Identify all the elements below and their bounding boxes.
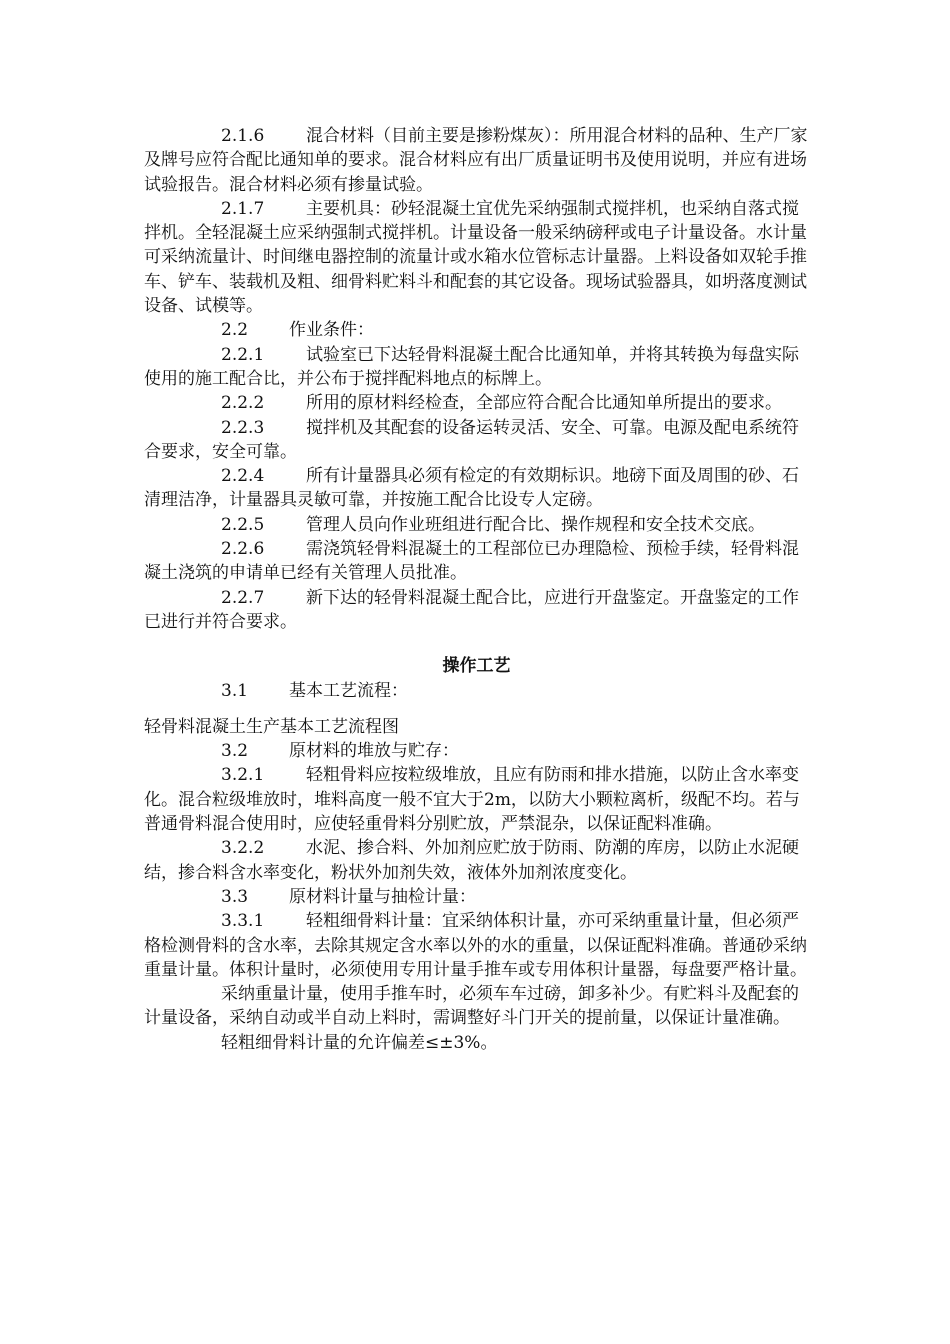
clause-number: 3.1 (221, 680, 249, 701)
clause-number: 2.2.1 (221, 344, 265, 365)
figure-caption: 轻骨料混凝土生产基本工艺流程图 (144, 716, 399, 737)
clause-text: 轻粗细骨料计量的允许偏差≤±3%。 (221, 1032, 498, 1053)
clause-number: 2.1.6 (221, 126, 265, 146)
section-heading: 操作工艺 (442, 656, 511, 677)
clause-number: 2.2.2 (221, 393, 265, 414)
clause-text: 试验室已下达轻骨料混凝土配合比通知单，并将其转换为每盘实际使用的施工配合比，并公布于搅拌配料地点的标牌上。 (144, 344, 799, 389)
clause-text: 需浇筑轻骨料混凝土的工程部位已办理隐检、预检手续，轻骨料混凝土浇筑的申请单已经有关管理人员批准。 (144, 539, 799, 584)
paragraph-2-2-3 (144, 416, 809, 465)
clause-text: 水泥、掺合料、外加剂应贮放于防雨、防潮的库房，以防止水泥硬结，掺合料含水率变化，粉状外加剂失效，液体外加剂浓度变化。 (144, 838, 799, 883)
paragraph-3-2 (144, 739, 809, 763)
clause-number: 2.2.7 (221, 587, 265, 608)
clause-text: 原材料计量与抽检计量： (289, 886, 476, 907)
clause-number: 2.2.6 (221, 539, 265, 560)
clause-number: 2.2.5 (221, 514, 265, 535)
paragraph-2-2-2 (144, 391, 809, 415)
paragraph-2-2 (144, 318, 809, 342)
clause-number: 3.2 (221, 741, 249, 762)
clause-number: 3.3.1 (221, 911, 265, 932)
paragraph-2-2-6 (144, 537, 809, 586)
clause-text: 作业条件： (289, 320, 374, 341)
clause-text: 主要机具：砂轻混凝土宜优先采纳强制式搅拌机，也采纳自落式搅拌机。全轻混凝土应采纳强制式搅拌机。计量设备一般采纳磅秤或电子计量设备。水计量可采纳流量计、时间继电器控制的流量计或水箱水位管标志计量器。上料设备如双轮手推车、铲车、装载机及粗、细骨料贮料斗和配套的其它设备。现场试验器具，如坍落度测试设备、试模等。 (144, 198, 807, 317)
clause-text: 轻粗细骨料计量：宜采纳体积计量，亦可采纳重量计量，但必须严格检测骨料的含水率，去除其规定含水率以外的水的重量，以保证配料准确。普通砂采纳重量计量。体积计量时，必须使用专用计量手推车或专用体积计量器，每盘要严格计量。 (144, 911, 807, 980)
clause-text: 轻粗骨料应按粒级堆放，且应有防雨和排水措施，以防止含水率变化。混合粒级堆放时，堆料高度一般不宜大于2m，以防大小颗粒离析，级配不均。若与普通骨料混合使用时，应使轻重骨料分别贮放，严禁混杂，以保证配料准确。 (144, 765, 800, 835)
paragraph-tolerance (144, 1031, 809, 1055)
clause-text: 搅拌机及其配套的设备运转灵活、安全、可靠。电源及配电系统符合要求，安全可靠。 (144, 417, 799, 462)
clause-number: 3.3 (221, 886, 249, 907)
paragraph-2-1-6 (144, 124, 809, 197)
paragraph-3-1 (144, 679, 809, 703)
paragraph-2-2-7 (144, 586, 809, 635)
paragraph-3-2-2 (144, 836, 809, 885)
paragraph-3-3 (144, 885, 809, 909)
clause-text: 混合材料（目前主要是掺粉煤灰）：所用混合材料的品种、生产厂家及牌号应符合配比通知单的要求。混合材料应有出厂质量证明书及使用说明，并应有进场试验报告。混合材料必须有掺量试验。 (144, 126, 808, 195)
clause-text: 新下达的轻骨料混凝土配合比，应进行开盘鉴定。开盘鉴定的工作已进行并符合要求。 (144, 587, 799, 632)
paragraph-2-2-1 (144, 343, 809, 392)
clause-text: 所有计量器具必须有检定的有效期标识。地磅下面及周围的砂、石清理洁净，计量器具灵敏可靠，并按施工配合比设专人定磅。 (144, 466, 799, 511)
clause-number: 2.2.4 (221, 466, 265, 487)
paragraph-weight-metering (144, 982, 809, 1031)
paragraph-3-3-1 (144, 909, 809, 982)
clause-number: 2.2 (221, 320, 249, 341)
document-body (144, 124, 809, 1055)
clause-number: 3.2.2 (221, 838, 265, 859)
paragraph-3-2-1 (144, 763, 809, 836)
paragraph-2-2-4 (144, 464, 809, 513)
clause-text: 管理人员向作业班组进行配合比、操作规程和安全技术交底。 (306, 514, 765, 535)
clause-number: 2.1.7 (221, 198, 265, 219)
clause-text: 所用的原材料经检查，全部应符合配合比通知单所提出的要求。 (306, 393, 782, 414)
paragraph-2-1-7 (144, 197, 809, 318)
paragraph-2-2-5 (144, 513, 809, 537)
clause-text: 采纳重量计量，使用手推车时，必须车车过磅，卸多补少。有贮料斗及配套的计量设备，采纳自动或半自动上料时，需调整好斗门开关的提前量，以保证计量准确。 (144, 984, 799, 1029)
clause-number: 2.2.3 (221, 417, 265, 438)
clause-text: 基本工艺流程： (289, 680, 408, 701)
clause-number: 3.2.1 (221, 765, 265, 786)
clause-text: 原材料的堆放与贮存： (289, 741, 459, 762)
